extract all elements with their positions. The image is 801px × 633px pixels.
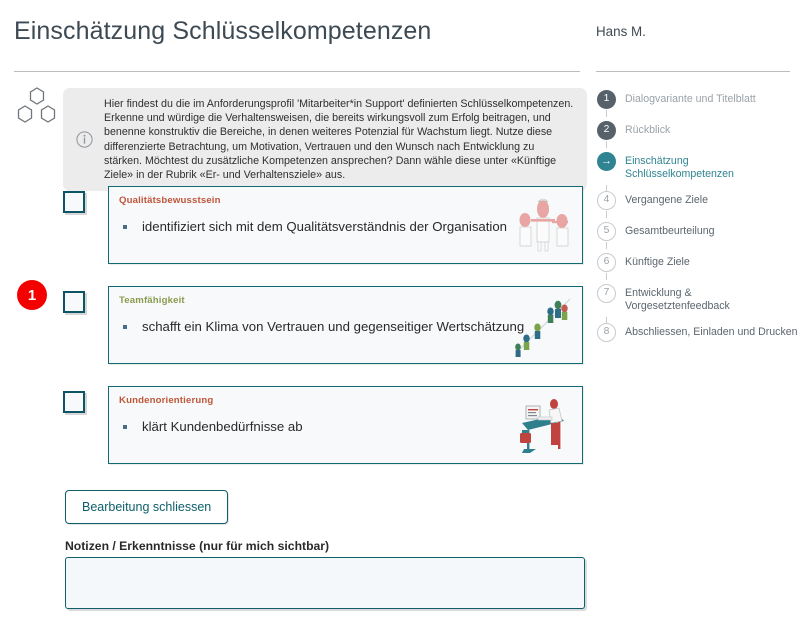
- sidebar-step-6[interactable]: [588, 253, 801, 275]
- close-editing-button[interactable]: Bearbeitung schliessen: [65, 490, 228, 524]
- competency-card[interactable]: [108, 286, 583, 364]
- competency-behavior-text: klärt Kundenbedürfnisse ab: [142, 419, 303, 434]
- bullet-dot: [123, 225, 127, 229]
- step-label: Entwicklung & Vorgesetztenfeedback: [625, 286, 730, 313]
- step-number-badge: 4: [597, 191, 616, 210]
- competency-card[interactable]: [108, 386, 583, 464]
- competency-behavior: [123, 418, 303, 435]
- bullet-dot: [123, 325, 127, 329]
- bullet-dot: [123, 425, 127, 429]
- hexagon-molecule-icon: [16, 86, 58, 130]
- competency-title: Teamfähigkeit: [119, 295, 185, 306]
- step-label: Künftige Ziele: [625, 255, 690, 268]
- user-name: Hans M.: [596, 24, 646, 39]
- step-current-arrow-icon: →: [597, 152, 616, 171]
- annotation-marker-1: 1: [17, 280, 47, 310]
- competency-checkbox[interactable]: [63, 291, 85, 313]
- competency-behavior: [123, 318, 524, 335]
- step-label: Gesamtbeurteilung: [625, 224, 715, 237]
- step-connector: [606, 110, 607, 117]
- step-label: Einschätzung Schlüsselkompetenzen: [625, 155, 734, 181]
- sidebar-step-2[interactable]: [588, 121, 801, 143]
- sidebar-step-5[interactable]: [588, 222, 801, 244]
- competency-title: Kundenorientierung: [119, 395, 214, 406]
- step-connector: [606, 273, 607, 280]
- info-circle-icon: [73, 131, 95, 148]
- sidebar-divider: [596, 71, 790, 72]
- climbers-team-illustration: [508, 291, 578, 361]
- notes-textarea[interactable]: [65, 557, 585, 609]
- sidebar-step-1[interactable]: [588, 90, 801, 112]
- step-list: [588, 90, 801, 354]
- step-number-badge: 6: [597, 253, 616, 272]
- competency-behavior-text: schafft ein Klima von Vertrauen und gegenseitiger Wertschätzung: [142, 319, 525, 334]
- step-label: Rückblick: [625, 124, 671, 136]
- competency-card[interactable]: [108, 186, 583, 264]
- step-label: Abschliessen, Einladen und Drucken: [625, 325, 798, 338]
- competency-checkbox[interactable]: [63, 191, 85, 213]
- competency-title: Qualitätsbewusstsein: [119, 195, 221, 206]
- competency-checkbox[interactable]: [63, 391, 85, 413]
- competency-behavior: [123, 218, 507, 235]
- step-connector: [606, 211, 607, 218]
- step-label: Vergangene Ziele: [625, 193, 709, 206]
- step-connector: [606, 242, 607, 249]
- figures-quality-illustration: [508, 191, 578, 261]
- sidebar-step-7[interactable]: [588, 284, 801, 314]
- step-number-badge: 1: [597, 90, 616, 109]
- notes-label: Notizen / Erkenntnisse (nur für mich sichtbar): [65, 539, 330, 553]
- progress-sidebar: [588, 0, 801, 633]
- step-label: Dialogvariante und Titelblatt: [625, 93, 756, 105]
- page-title: Einschätzung Schlüsselkompetenzen: [14, 17, 432, 45]
- step-number-badge: 2: [597, 121, 616, 140]
- step-number-badge: 5: [597, 222, 616, 241]
- step-connector: [606, 141, 607, 148]
- sidebar-step-3-current[interactable]: [588, 152, 801, 182]
- sidebar-step-4[interactable]: [588, 191, 801, 213]
- info-box: [63, 88, 587, 191]
- competency-behavior-text: identifiziert sich mit dem Qualitätsverständnis der Organisation: [142, 219, 508, 234]
- desk-customer-illustration: [508, 391, 578, 461]
- title-divider: [14, 71, 580, 72]
- sidebar-step-8[interactable]: [588, 323, 801, 345]
- step-number-badge: 8: [597, 323, 616, 342]
- info-text: Hier findest du die im Anforderungsprofil 'Mitarbeiter*in Support' definierten Schlüsselkompetenzen. Erkenne und würdige die Verhaltensweisen, die bereits wirkungsvoll zum Erfolg beitragen, und benenne konstruktiv die Bereiche, in denen weiteres Potenzial für Wachstum liegt. Nutze diese differenzierte Betrachtung, um Motivation, Vertrauen und den Wunsch nach Entwicklung zu stärken. Möchtest du zusätzliche Kompetenzen ansprechen? Dann wähle diese unter «Künftige Ziele» in der Rubrik «Er- und Verhaltensziele» aus.: [104, 98, 574, 182]
- step-number-badge: 7: [597, 284, 616, 303]
